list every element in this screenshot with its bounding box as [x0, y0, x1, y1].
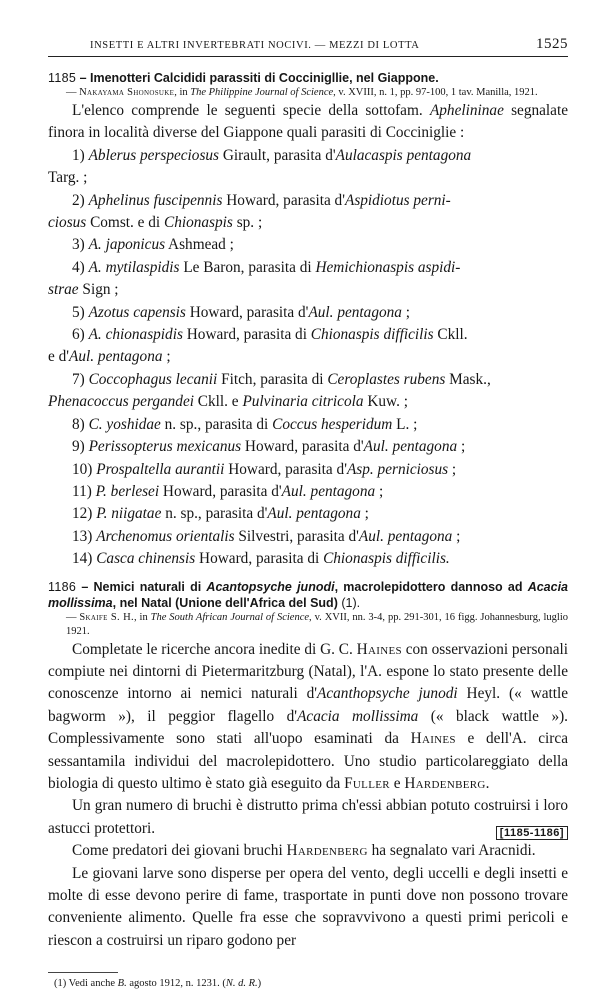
text-run: Ckll. e	[193, 393, 243, 411]
text-run: 4)	[72, 258, 89, 276]
text-run: Ceroplastes rubens	[327, 370, 446, 388]
text-run: con osservazioni personali compiute nei dintorni di Pietermaritzburg (Natal), l'A. espone lo stato presente delle conoscenze intorno ai nemici naturali d'	[48, 640, 569, 703]
text-run: Chionaspis difficilis.	[323, 550, 450, 568]
text-run: Aul. pentagona	[69, 348, 163, 366]
text-run: Casca chinensis	[96, 550, 196, 568]
paragraph	[48, 639, 568, 796]
text-run: C. yoshidae	[88, 415, 161, 433]
text-run: (1).	[337, 595, 361, 610]
text-run: Fuller	[344, 774, 390, 792]
species-line	[48, 503, 568, 525]
species-item	[48, 190, 568, 235]
text-run: Le Baron, parasita di	[179, 258, 316, 276]
text-run: —	[66, 87, 80, 98]
text-run: Hemichionaspis aspidi-	[315, 258, 461, 276]
species-line	[48, 526, 568, 548]
entry-source	[48, 611, 568, 639]
text-run: , v. XVIII, n. 1, pp. 97-100, 1 tav. Manilla, 1921.	[333, 87, 538, 98]
text-run: Howard, parasita d'	[222, 191, 345, 209]
text-run: Aspidiotus perni-	[344, 191, 451, 209]
text-run: A. mytilaspidis	[88, 258, 180, 276]
species-item	[48, 302, 568, 324]
entry-title	[48, 70, 568, 86]
text-run: Asp. perniciosus	[346, 460, 449, 478]
running-header-title: INSETTI E ALTRI INVERTEBRATI NOCIVI. — MEZZI DI LOTTA	[90, 40, 420, 51]
text-run: agosto 1912, n. 1231. (	[126, 978, 226, 990]
species-line	[48, 302, 568, 324]
text-run: Aul. pentagona	[358, 527, 453, 545]
species-item	[48, 548, 568, 570]
text-run: 13)	[72, 527, 97, 545]
entry-source	[48, 86, 568, 100]
entry-body	[48, 100, 568, 145]
species-item	[48, 234, 568, 256]
text-run: , nel Natal (Unione dell'Africa del Sud)	[112, 595, 338, 610]
species-line	[48, 548, 568, 570]
text-run: Un gran numero di bruchi è distrutto prima ch'essi abbian potuto costruirsi i loro astucci protettori.	[48, 797, 568, 837]
text-run: Aul. pentagona	[308, 303, 402, 321]
species-line	[48, 234, 568, 256]
entry-title	[48, 579, 568, 611]
text-run: A. chionaspidis	[88, 326, 183, 344]
text-run: Aphelinus fuscipennis	[88, 191, 223, 209]
text-run: Mask.,	[445, 370, 491, 388]
text-run: n. sp., parasita di	[160, 415, 273, 433]
text-run: B.	[117, 978, 127, 990]
text-run: Howard, parasita d'	[224, 460, 347, 478]
text-run: 6)	[72, 326, 89, 344]
text-run: – Nemici naturali di	[81, 579, 207, 594]
paragraph	[48, 100, 568, 145]
text-run: 10)	[72, 460, 97, 478]
text-run: Coccophagus lecanii	[88, 370, 218, 388]
entry-range-marker: [1185-1186]	[496, 826, 568, 840]
species-item	[48, 369, 568, 414]
text-run: ;	[448, 460, 457, 478]
text-run: ciosus	[48, 214, 87, 232]
text-run: Heyl. (« wattle bagworm »), il peggior flagello d'	[48, 685, 569, 725]
species-line	[48, 346, 568, 368]
text-run: Aphelininae	[429, 102, 504, 119]
text-run: Aul. pentagona	[281, 482, 376, 500]
text-run: strae	[48, 281, 79, 299]
text-run: —	[66, 611, 80, 623]
paragraph	[48, 840, 568, 862]
text-run: Skaife S. H.	[79, 611, 134, 623]
species-item	[48, 436, 568, 458]
entry-1186	[48, 579, 568, 953]
text-run: Ckll.	[433, 326, 468, 344]
text-run: , in	[174, 87, 191, 98]
text-run: Acanthopsyche junodi	[317, 685, 458, 703]
species-line	[48, 391, 568, 413]
text-run: Chionaspis	[164, 214, 233, 232]
text-run: Completate le ricerche ancora inedite di G. C.	[72, 640, 357, 658]
text-run: e dell'A. circa sessantamila individui del macrolepidottero. Uno studio particolareggiato della biologia di questo ultimo è stato già eseguito da	[48, 730, 568, 792]
text-run: ha segnalato vari Aracnidi.	[367, 842, 536, 860]
text-run: ;	[457, 438, 466, 456]
species-item	[48, 503, 568, 525]
species-line	[48, 436, 568, 458]
species-item	[48, 324, 568, 369]
species-line	[48, 145, 568, 167]
text-run: e d'	[48, 348, 70, 366]
species-line	[48, 481, 568, 503]
text-run: Hardenberg	[286, 842, 368, 860]
text-run: Kuw. ;	[363, 393, 409, 411]
text-run: Archenomus orientalis	[96, 527, 235, 545]
text-run: L'elenco comprende le seguenti specie della sottofam.	[72, 102, 430, 119]
text-run: Aul. pentagona	[267, 505, 361, 523]
entry-title-text	[80, 71, 439, 85]
text-run: Howard, parasita d'	[159, 482, 282, 500]
text-run: L. ;	[392, 415, 418, 433]
text-run: e	[389, 774, 405, 792]
text-run: 9)	[72, 438, 89, 456]
species-line	[48, 369, 568, 391]
text-run: 14)	[72, 550, 97, 568]
text-run: Nakayama Shonosuke	[79, 87, 175, 98]
entry-number: 1185	[48, 71, 77, 85]
text-run: ;	[401, 303, 410, 321]
paragraph	[48, 795, 568, 840]
entry-1185	[48, 70, 568, 571]
text-run: 1)	[72, 146, 89, 164]
text-run: Coccus hesperidum	[272, 415, 393, 433]
text-run: Pulvinaria citricola	[242, 393, 364, 411]
text-run: Perissopterus mexicanus	[88, 438, 242, 456]
text-run: 8)	[72, 415, 89, 433]
text-run: Aul. pentagona	[363, 438, 458, 456]
species-item	[48, 257, 568, 302]
text-run: Silvestri, parasita d'	[234, 527, 359, 545]
text-run: (1) Vedi anche	[54, 978, 118, 990]
running-header	[48, 36, 568, 57]
text-run: Haines	[356, 640, 402, 658]
text-run: .	[485, 774, 490, 792]
text-run: 5)	[72, 303, 89, 321]
text-run: Phenacoccus pergandei	[48, 393, 194, 411]
text-run: Acacia mollissima	[297, 707, 419, 725]
text-run: Howard, parasita di	[195, 550, 324, 568]
species-item	[48, 526, 568, 548]
species-line	[48, 324, 568, 346]
text-run: , v. XVII, nn. 3-4, pp. 291-301, 16 figg. Johannesburg, luglio 1921.	[66, 611, 568, 637]
text-run: Howard, parasita d'	[241, 438, 364, 456]
species-item	[48, 145, 568, 190]
text-run: Fitch, parasita di	[217, 370, 328, 388]
text-run: Howard, parasita di	[182, 326, 311, 344]
text-run: Le giovani larve sono disperse per opera del vento, degli uccelli e degli insetti e molte di esse devono perire di fame, trasportate in punti dove non possono trovare conveniente alimento. Quelle fra esse che sopravvivono a questi primi pericoli e riescon a costruirsi un riparo godono per	[48, 864, 568, 949]
text-run: Acantopsyche junodi	[206, 579, 335, 594]
text-run: 3)	[72, 236, 89, 254]
text-run: A. japonicus	[88, 236, 166, 254]
text-run: ;	[360, 505, 369, 523]
text-run: 12)	[72, 505, 97, 523]
text-run: The Philippine Journal of Science	[190, 87, 334, 98]
species-list	[48, 145, 568, 571]
text-run: )	[257, 978, 262, 990]
text-run: segnalate finora in località diverse del Giappone quali parasiti di Cocciniglie :	[48, 102, 569, 142]
text-run: Sign ;	[78, 281, 119, 299]
species-line	[48, 212, 568, 234]
page-number: 1525	[536, 36, 568, 52]
text-run: ;	[452, 527, 461, 545]
species-line	[48, 257, 568, 279]
text-run: Ablerus perspeciosus	[88, 146, 220, 164]
text-run: Targ. ;	[48, 169, 88, 187]
text-run: , in	[133, 611, 151, 623]
text-run: 2)	[72, 191, 89, 209]
text-run: The South African Journal of Science	[150, 611, 310, 623]
text-run: sp. ;	[232, 214, 263, 232]
text-run: Comst. e di	[86, 214, 165, 232]
entry-title-text	[48, 580, 568, 610]
text-run: Ashmead ;	[165, 236, 234, 254]
text-run: 7)	[72, 370, 89, 388]
footnote	[48, 977, 568, 991]
page	[48, 36, 568, 991]
text-run: (« black wattle »). Complessivamente sono stati all'uopo esaminati da	[48, 707, 569, 748]
species-line	[48, 279, 568, 301]
text-run: – Imenotteri Calcididi parassiti di Coccinigllie, nel Giappone.	[79, 71, 439, 85]
text-run: Come predatori dei giovani bruchi	[72, 842, 287, 860]
text-run: Azotus capensis	[88, 303, 186, 321]
species-item	[48, 481, 568, 503]
text-run: 11)	[72, 482, 96, 500]
text-run: Chionaspis difficilis	[310, 326, 434, 344]
text-run: N. d. R.	[225, 978, 258, 990]
text-run: P. berlesei	[95, 482, 160, 500]
footnote-rule	[48, 972, 118, 973]
text-run: , macrolepidottero dannoso ad	[334, 579, 528, 594]
text-run: Howard, parasita d'	[185, 303, 309, 321]
entry-number: 1186	[48, 579, 77, 594]
text-run: P. niigatae	[96, 505, 162, 523]
text-run: Acacia mollissima	[48, 579, 569, 610]
text-run: ;	[375, 482, 384, 500]
species-item	[48, 414, 568, 436]
species-line	[48, 167, 568, 189]
entry-body	[48, 639, 568, 953]
species-item	[48, 459, 568, 481]
text-run: Girault, parasita d'	[219, 146, 336, 164]
text-run: Hardenberg	[404, 774, 486, 792]
text-run: n. sp., parasita d'	[161, 505, 268, 523]
paragraph	[48, 863, 568, 953]
species-line	[48, 414, 568, 436]
species-line	[48, 190, 568, 212]
species-line	[48, 459, 568, 481]
text-run: Haines	[410, 730, 456, 748]
text-run: Prospaltella aurantii	[96, 460, 225, 478]
text-run: ;	[162, 348, 171, 366]
text-run: Aulacaspis pentagona	[335, 146, 472, 164]
